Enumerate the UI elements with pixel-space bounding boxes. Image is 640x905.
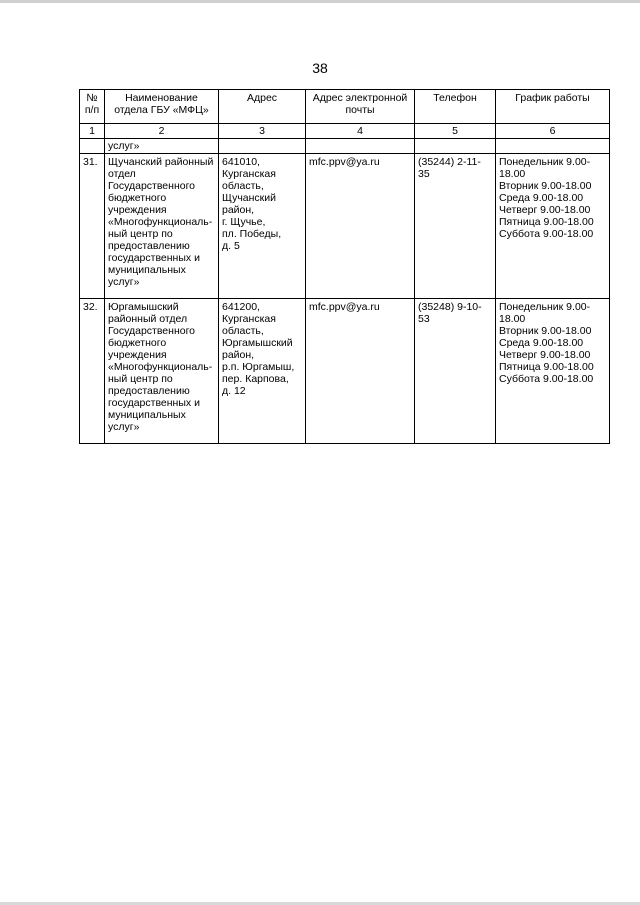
schedule-line: Суббота 9.00-18.00 [499,228,594,240]
schedule-line: 18.00 [499,313,526,325]
schedule-line: 18.00 [499,168,526,180]
department-name-line: ный центр по [108,373,173,385]
address [219,299,306,444]
schedule-line: Вторник 9.00-18.00 [499,180,592,192]
address-line: Курганская [222,168,276,180]
column-number: 6 [496,124,610,139]
address-line: 641010, [222,156,260,168]
table-header-row [80,90,610,124]
department-name-line: Щучанский районный [108,156,214,168]
address-line: область, [222,180,264,192]
column-number: 3 [219,124,306,139]
phone-line: (35244) 2-11- [418,156,481,168]
department-name-line: «Многофункциональ- [108,361,213,373]
address-line: район, [222,349,255,361]
schedule-line: Четверг 9.00-18.00 [499,204,591,216]
phone-line: 53 [418,313,430,325]
department-name-line: государственных и [108,252,200,264]
header-phone: Телефон [415,90,496,124]
phone [415,154,496,299]
address-line: р.п. Юргамыш, [222,361,295,373]
header-email: Адрес электронной почты [306,90,415,124]
address-line: пл. Победы, [222,228,282,240]
column-number: 2 [105,124,219,139]
address-line: д. 12 [222,385,246,397]
schedule [496,154,610,299]
row-number: 32. [80,299,105,444]
address-line: д. 5 [222,240,240,252]
department-name-line: бюджетного [108,192,167,204]
address-line: область, [222,325,264,337]
address-line: пер. Карпова, [222,373,289,385]
department-name-line: учреждения [108,204,167,216]
email: mfc.ppv@ya.ru [306,299,415,444]
address-line: район, [222,204,255,216]
department-name-line: Государственного [108,325,196,337]
schedule-line: Суббота 9.00-18.00 [499,373,594,385]
department-name-line: предоставлению [108,385,190,397]
address-line: Щучанский [222,192,277,204]
header-schedule: График работы [496,90,610,124]
header-number: № п/п [80,90,105,124]
column-numbers-row [80,124,610,139]
header-address: Адрес [219,90,306,124]
department-name-line: муниципальных [108,409,186,421]
table-row [80,299,610,444]
column-number: 1 [80,124,105,139]
department-name [105,154,219,299]
phone-line: (35248) 9-10- [418,301,482,313]
table-row [80,154,610,299]
schedule-line: Вторник 9.00-18.00 [499,325,592,337]
column-number: 5 [415,124,496,139]
page-number: 38 [312,60,328,76]
address-line: Юргамышский [222,337,293,349]
continuation-row [80,139,610,154]
email: mfc.ppv@ya.ru [306,154,415,299]
department-name-line: «Многофункциональ- [108,216,213,228]
continuation-cell-empty [306,139,415,154]
mfc-departments-table [79,89,610,444]
phone [415,299,496,444]
department-name-line: муниципальных [108,264,186,276]
continuation-cell-empty [80,139,105,154]
row-number: 31. [80,154,105,299]
schedule-line: Понедельник 9.00- [499,301,591,313]
schedule-line: Понедельник 9.00- [499,156,591,168]
continuation-text: услуг» [105,139,219,154]
schedule-line: Пятница 9.00-18.00 [499,361,594,373]
address-line: г. Щучье, [222,216,266,228]
header-department-name: Наименование отдела ГБУ «МФЦ» [105,90,219,124]
schedule [496,299,610,444]
address [219,154,306,299]
schedule-line: Среда 9.00-18.00 [499,337,584,349]
column-number: 4 [306,124,415,139]
department-name-line: государственных и [108,397,200,409]
department-name-line: услуг» [108,421,140,433]
continuation-cell-empty [219,139,306,154]
department-name-line: предоставлению [108,240,190,252]
department-name-line: услуг» [108,276,140,288]
department-name-line: учреждения [108,349,167,361]
continuation-cell-empty [415,139,496,154]
department-name [105,299,219,444]
department-name-line: Государственного [108,180,196,192]
address-line: 641200, [222,301,260,313]
schedule-line: Пятница 9.00-18.00 [499,216,594,228]
schedule-line: Среда 9.00-18.00 [499,192,584,204]
continuation-cell-empty [496,139,610,154]
scan-edge-top [0,0,640,3]
department-name-line: Юргамышский [108,301,179,313]
department-name-line: районный отдел [108,313,188,325]
phone-line: 35 [418,168,430,180]
department-name-line: ный центр по [108,228,173,240]
department-name-line: отдел [108,168,136,180]
schedule-line: Четверг 9.00-18.00 [499,349,591,361]
address-line: Курганская [222,313,276,325]
department-name-line: бюджетного [108,337,167,349]
